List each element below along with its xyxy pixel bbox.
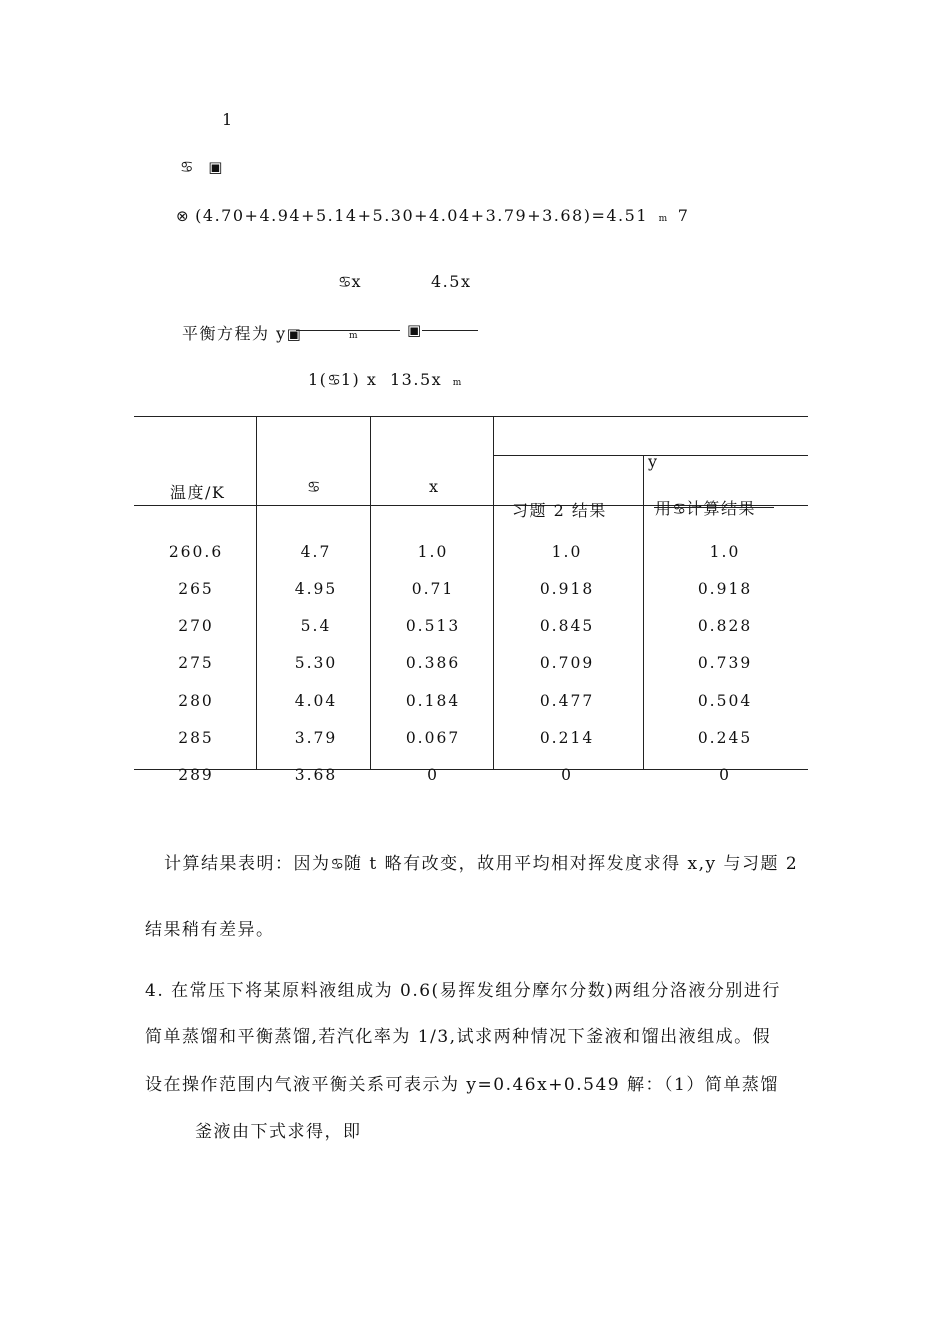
page-number: 1	[222, 110, 234, 129]
conclusion-line-2: 结果稍有差异。	[145, 920, 275, 940]
sum-icon: ⊗	[176, 207, 189, 225]
cell-x: 0.067	[405, 729, 461, 747]
cell-y-calc: 0.918	[697, 580, 753, 598]
header-y-calc-prefix: 用	[655, 499, 673, 518]
denominator-1b: 1) x	[340, 370, 378, 389]
header-temperature: 温度/K	[170, 483, 226, 502]
table-col-line-4	[643, 455, 644, 769]
conclusion-line-1	[164, 849, 798, 874]
equation-numerator	[338, 272, 362, 291]
average-expression: (4.70+4.94+5.14+5.30+4.04+3.79+3.68)=4.51	[195, 206, 648, 225]
cell-temp: 285	[178, 729, 214, 747]
cell-y-calc: 0.739	[697, 654, 753, 672]
cell-x: 0.513	[405, 617, 461, 635]
cell-x: 0.71	[411, 580, 455, 598]
header-alpha: ♋	[307, 478, 321, 496]
numerator-1: x	[351, 272, 362, 291]
fraction-bar-1	[296, 330, 400, 331]
average-formula	[176, 206, 689, 225]
header-strike	[654, 507, 774, 508]
cell-x: 1.0	[417, 543, 449, 561]
cell-alpha: 3.79	[294, 729, 338, 747]
cell-y-calc: 0	[719, 766, 731, 784]
problem-line-1: 4. 在常压下将某原料液组成为 0.6(易挥发组分摩尔分数)两组分洛液分别进行	[145, 981, 781, 1001]
cell-y-exercise: 0.845	[539, 617, 595, 635]
alpha-sub: m	[658, 214, 668, 224]
conclusion-part-2: 随 t 略有改变，故用平均相对挥发度求得 x,y 与习题 2	[343, 854, 799, 874]
alpha-symbol	[180, 158, 222, 176]
cell-temp: 270	[178, 617, 214, 635]
header-x: x	[429, 477, 440, 496]
box-icon: ▣	[286, 325, 301, 343]
cell-alpha: 4.04	[294, 692, 338, 710]
problem-line-2: 简单蒸馏和平衡蒸馏,若汽化率为 1/3,试求两种情况下釜液和馏出液组成。假	[145, 1027, 772, 1047]
cell-y-calc: 0.245	[697, 729, 753, 747]
cell-alpha: 4.95	[294, 580, 338, 598]
equation-prefix: 平衡方程为 y	[182, 324, 287, 343]
cell-y-calc: 0.828	[697, 617, 753, 635]
cell-alpha: 5.30	[294, 654, 338, 672]
cell-x: 0.386	[405, 654, 461, 672]
fraction-bar-2	[422, 330, 478, 331]
equation-denominator	[308, 370, 461, 389]
alpha-icon: ♋	[327, 371, 341, 389]
box-icon: ▣	[407, 321, 422, 339]
cell-temp: 265	[178, 580, 214, 598]
header-y-group: y	[648, 452, 659, 471]
cell-x: 0	[427, 766, 439, 784]
table-top-border	[134, 416, 808, 417]
header-y-exercise: 习题 2 结果	[512, 501, 607, 520]
alpha-icon: ♋	[672, 500, 686, 518]
header-y-calc-suffix: 计算结果	[685, 499, 756, 518]
cell-y-exercise: 0.709	[539, 654, 595, 672]
cell-y-calc: 1.0	[709, 543, 741, 561]
cell-y-exercise: 0	[561, 766, 573, 784]
cell-temp: 260.6	[168, 543, 224, 561]
alpha-icon: ♋	[338, 273, 352, 291]
denominator-sub: m	[452, 378, 462, 388]
cell-x: 0.184	[405, 692, 461, 710]
cell-y-exercise: 0.477	[539, 692, 595, 710]
problem-line-3: 设在操作范围内气液平衡关系可表示为 y=0.46x+0.549 解：（1）简单蒸馏	[145, 1075, 779, 1095]
equation-numerator-2: 4.5x	[431, 272, 472, 291]
alpha-icon: ♋	[180, 158, 194, 176]
cell-temp: 275	[178, 654, 214, 672]
conclusion-part-1: 计算结果表明：因为	[164, 854, 331, 874]
equation-line	[182, 321, 301, 344]
cell-y-exercise: 1.0	[551, 543, 583, 561]
cell-y-exercise: 0.918	[539, 580, 595, 598]
cell-alpha: 4.7	[300, 543, 332, 561]
cell-alpha: 3.68	[294, 766, 338, 784]
denominator-2: 13.5x	[390, 370, 443, 389]
fraction-sub: m	[349, 331, 358, 341]
box-icon: ▣	[208, 158, 223, 176]
table-col-line-3	[493, 416, 494, 769]
cell-temp: 289	[178, 766, 214, 784]
cell-y-exercise: 0.214	[539, 729, 595, 747]
cell-temp: 280	[178, 692, 214, 710]
alpha-icon: ♋	[330, 855, 344, 873]
problem-line-4: 釜液由下式求得，即	[195, 1122, 362, 1142]
average-tail: 7	[677, 206, 690, 225]
cell-y-calc: 0.504	[697, 692, 753, 710]
denominator-1: 1(	[308, 370, 328, 389]
cell-alpha: 5.4	[300, 617, 332, 635]
